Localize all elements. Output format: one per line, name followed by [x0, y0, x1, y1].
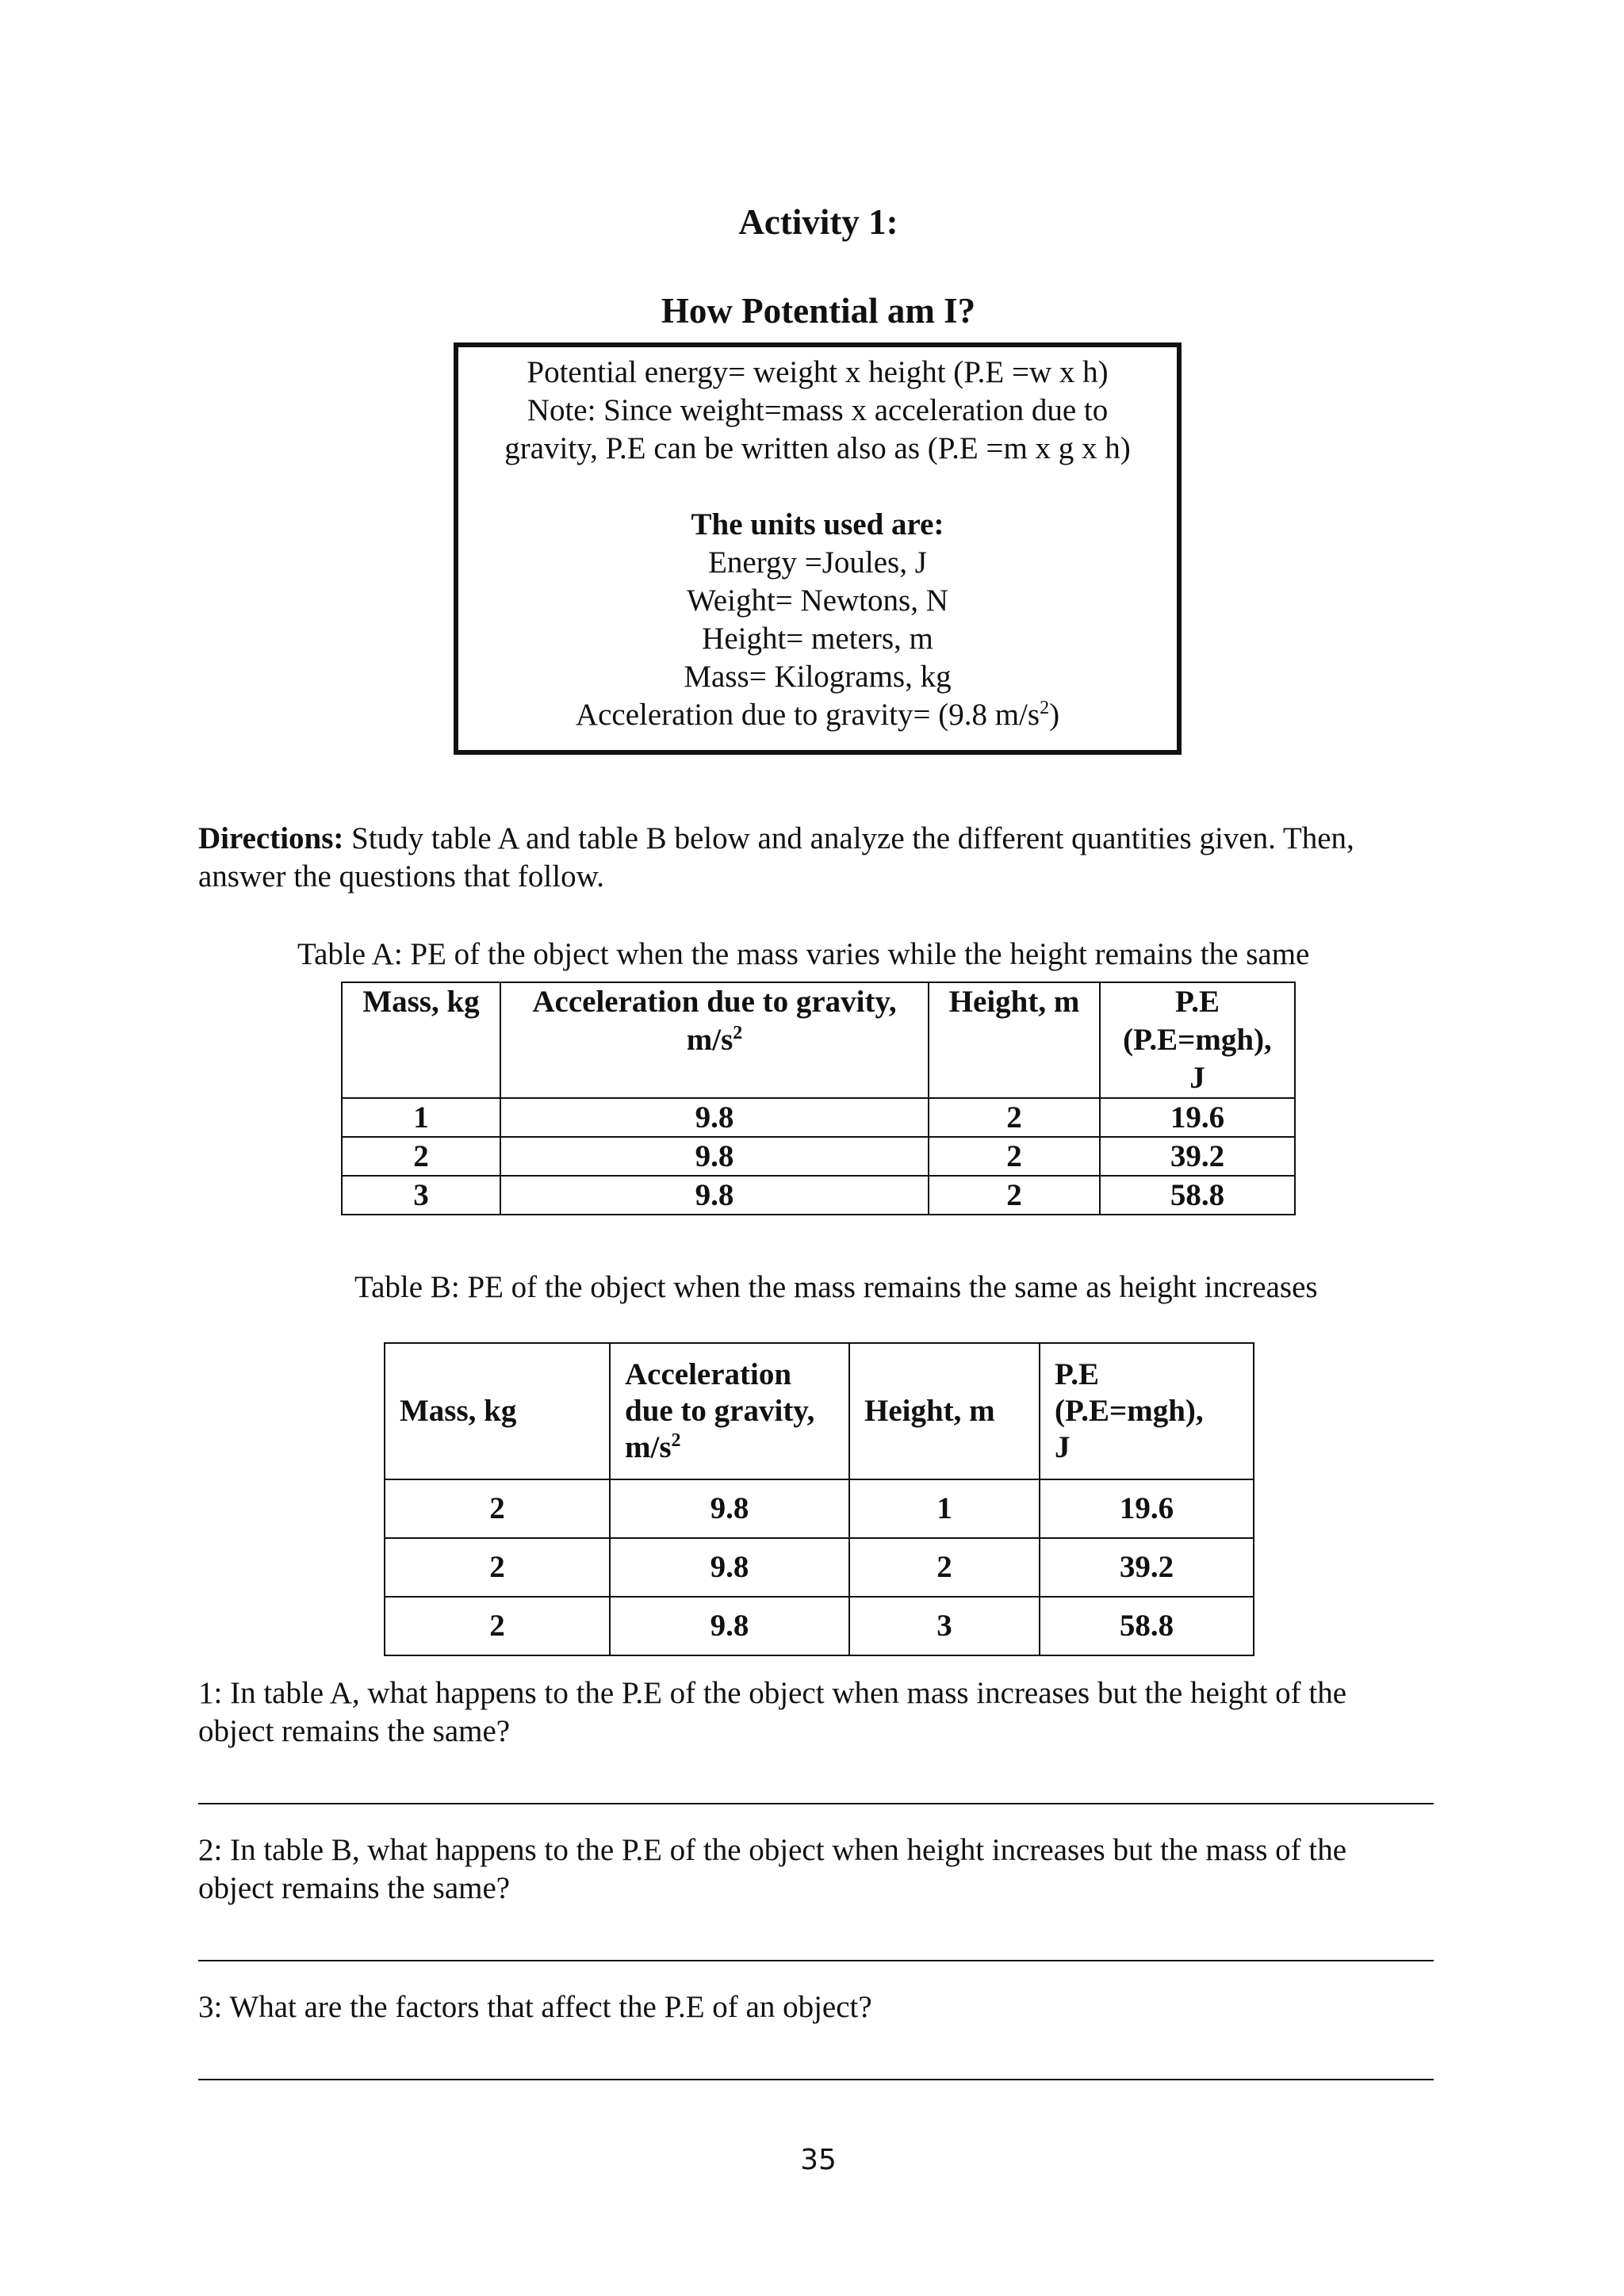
page-number: 35: [800, 2144, 837, 2176]
table-b-header-pe: P.E (P.E=mgh), J: [1040, 1343, 1254, 1479]
table-cell: 2: [849, 1538, 1040, 1597]
table-row: [385, 1479, 1254, 1538]
answer-line-2[interactable]: [198, 1960, 1434, 1961]
table-cell: 39.2: [1100, 1137, 1295, 1176]
table-cell: 2: [929, 1098, 1100, 1137]
formula-box: [454, 342, 1182, 755]
table-cell: 1: [342, 1098, 500, 1137]
formula-line-1: Potential energy= weight x height (P.E =w x h): [527, 355, 1109, 389]
unit-height: Height= meters, m: [702, 622, 933, 656]
table-a-caption: Table A: PE of the object when the mass varies while the height remains the same: [297, 937, 1310, 971]
table-cell: 3: [342, 1176, 500, 1215]
unit-weight: Weight= Newtons, N: [687, 584, 948, 618]
table-cell: 9.8: [500, 1137, 929, 1176]
table-a-header-mass: Mass, kg: [342, 982, 500, 1098]
answer-line-3[interactable]: [198, 2079, 1434, 2080]
table-a: [341, 982, 1296, 1215]
table-cell: 2: [342, 1137, 500, 1176]
table-cell: 9.8: [610, 1597, 849, 1655]
table-cell: 39.2: [1040, 1538, 1254, 1597]
table-b-header-row: [385, 1343, 1254, 1479]
table-cell: 19.6: [1100, 1098, 1295, 1137]
question-3: 3: What are the factors that affect the P.E of an object?: [198, 1990, 872, 2024]
table-a-header-row: [342, 982, 1295, 1098]
directions-text-2: answer the questions that follow.: [198, 859, 604, 894]
formula-line-3: gravity, P.E can be written also as (P.E =m x g x h): [504, 431, 1131, 465]
table-row: [342, 1098, 1295, 1137]
formula-line-2: Note: Since weight=mass x acceleration due to: [527, 393, 1109, 427]
unit-mass: Mass= Kilograms, kg: [684, 660, 952, 694]
table-cell: 2: [385, 1597, 610, 1655]
table-cell: 9.8: [610, 1538, 849, 1597]
unit-energy: Energy =Joules, J: [708, 545, 927, 580]
table-cell: 9.8: [610, 1479, 849, 1538]
table-cell: 2: [929, 1137, 1100, 1176]
table-row: [342, 1137, 1295, 1176]
table-b-caption: Table B: PE of the object when the mass remains the same as height increases: [354, 1270, 1318, 1304]
table-cell: 2: [385, 1479, 610, 1538]
table-cell: 19.6: [1040, 1479, 1254, 1538]
table-cell: 2: [385, 1538, 610, 1597]
table-cell: 58.8: [1040, 1597, 1254, 1655]
table-a-header-acceleration: Acceleration due to gravity, $m/s^2$: [500, 982, 929, 1098]
table-a-header-pe: P.E (P.E=mgh), J: [1100, 982, 1295, 1098]
table-cell: 2: [929, 1176, 1100, 1215]
table-a-header-height: Height, m: [929, 982, 1100, 1098]
answer-line-1[interactable]: [198, 1803, 1434, 1804]
table-row: [385, 1597, 1254, 1655]
table-cell: 1: [849, 1479, 1040, 1538]
table-row: [342, 1176, 1295, 1215]
question-2: 2: In table B, what happens to the P.E of the object when height increases but the mass of the object remains the same?: [198, 1833, 1347, 1905]
directions: [198, 820, 1467, 896]
table-cell: 58.8: [1100, 1176, 1295, 1215]
table-b-header-mass: Mass, kg: [385, 1343, 610, 1479]
directions-text-1: Study table A and table B below and analyze the different quantities given. Then,: [343, 821, 1354, 855]
table-b-header-height: Height, m: [849, 1343, 1040, 1479]
table-cell: 3: [849, 1597, 1040, 1655]
activity-title: Activity 1:: [738, 202, 898, 242]
table-b-header-acceleration: Acceleration due to gravity, $m/s^2$: [610, 1343, 849, 1479]
activity-subtitle: How Potential am I?: [661, 291, 976, 331]
table-cell: 9.8: [500, 1098, 929, 1137]
question-1: 1: In table A, what happens to the P.E of the object when mass increases but the height of the object remains the same?: [198, 1676, 1347, 1748]
units-heading: The units used are:: [691, 507, 944, 541]
table-b: [384, 1342, 1254, 1656]
table-cell: 9.8: [500, 1176, 929, 1215]
unit-acceleration: Acceleration due to gravity= (9.8 $m/s^2$): [575, 698, 1060, 732]
directions-label: Directions:: [198, 821, 344, 855]
table-row: [385, 1538, 1254, 1597]
